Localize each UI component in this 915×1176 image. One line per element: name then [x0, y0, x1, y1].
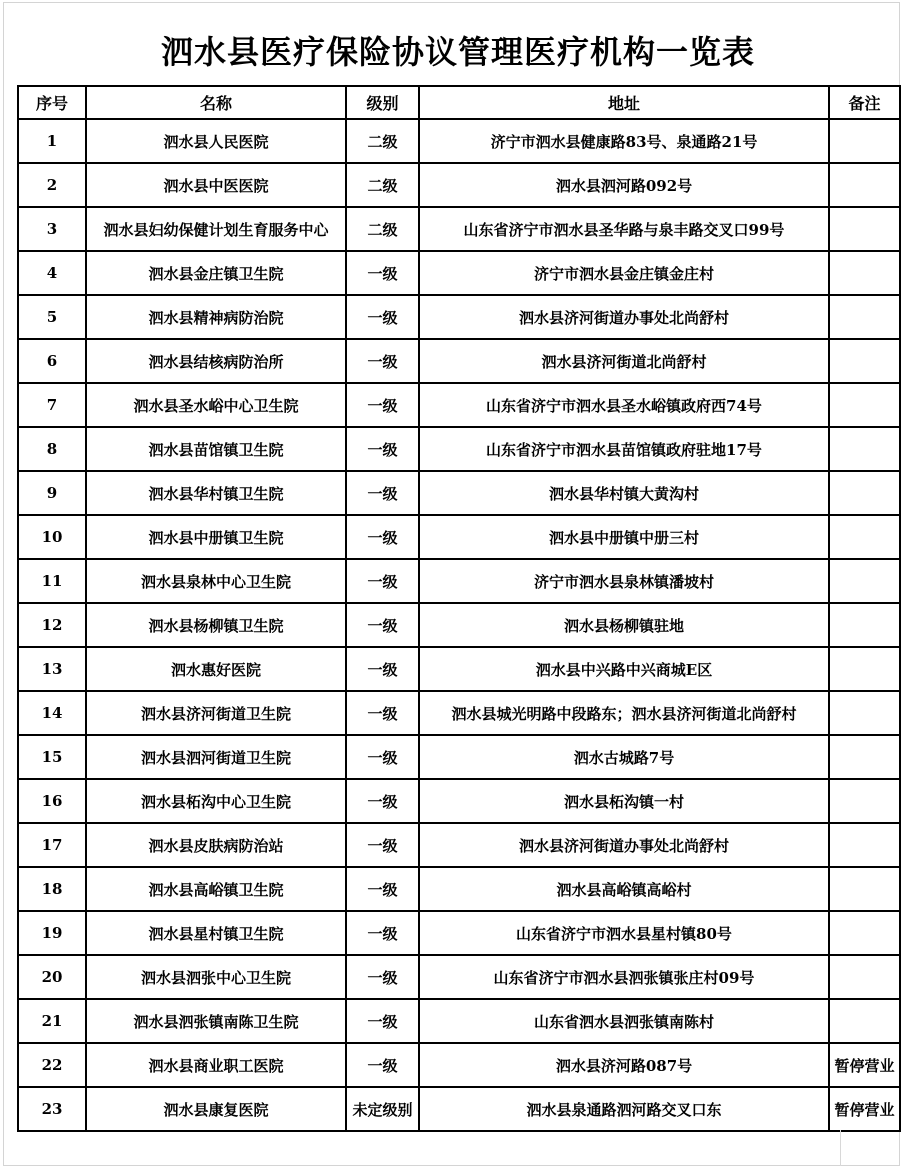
cell-note [829, 647, 900, 691]
cell-row-number: 4 [18, 251, 86, 295]
cell-address: 泗水县高峪镇高峪村 [419, 867, 829, 911]
table-row [18, 955, 900, 999]
table-row [18, 207, 900, 251]
table-row [18, 691, 900, 735]
cell-level: 未定级别 [346, 1087, 419, 1131]
cell-name: 泗水县康复医院 [86, 1087, 346, 1131]
cell-level: 二级 [346, 163, 419, 207]
cell-row-number: 15 [18, 735, 86, 779]
cell-row-number: 1 [18, 119, 86, 163]
cell-row-number: 23 [18, 1087, 86, 1131]
header-cell-address: 地址 [419, 86, 829, 119]
table-row [18, 383, 900, 427]
cell-name: 泗水县中医医院 [86, 163, 346, 207]
cell-name: 泗水县泉林中心卫生院 [86, 559, 346, 603]
table-row [18, 823, 900, 867]
cell-address: 山东省泗水县泗张镇南陈村 [419, 999, 829, 1043]
cell-name: 泗水县华村镇卫生院 [86, 471, 346, 515]
cell-row-number: 2 [18, 163, 86, 207]
page-title: 泗水县医疗保险协议管理医疗机构一览表 [160, 33, 755, 71]
table-row [18, 471, 900, 515]
cell-name: 泗水县结核病防治所 [86, 339, 346, 383]
table-row [18, 999, 900, 1043]
table-body [18, 119, 900, 1131]
cell-name: 泗水县泗张中心卫生院 [86, 955, 346, 999]
cell-name: 泗水县泗张镇南陈卫生院 [86, 999, 346, 1043]
cell-name: 泗水县圣水峪中心卫生院 [86, 383, 346, 427]
cell-name: 泗水县皮肤病防治站 [86, 823, 346, 867]
cell-level: 一级 [346, 647, 419, 691]
cell-note [829, 955, 900, 999]
cell-address: 泗水县中册镇中册三村 [419, 515, 829, 559]
cell-address: 泗水县济河街道办事处北尚舒村 [419, 823, 829, 867]
cell-address: 山东省济宁市泗水县苗馆镇政府驻地17号 [419, 427, 829, 471]
cell-note [829, 867, 900, 911]
cell-note [829, 911, 900, 955]
cell-row-number: 9 [18, 471, 86, 515]
cell-note [829, 427, 900, 471]
cell-address: 济宁市泗水县泉林镇潘坡村 [419, 559, 829, 603]
cell-row-number: 18 [18, 867, 86, 911]
cell-row-number: 12 [18, 603, 86, 647]
table-row [18, 163, 900, 207]
cell-address: 泗水县泉通路泗河路交叉口东 [419, 1087, 829, 1131]
cell-note [829, 163, 900, 207]
cell-address: 泗水县济河街道北尚舒村 [419, 339, 829, 383]
gridline-remnant [840, 1130, 841, 1166]
cell-address: 山东省济宁市泗水县圣水峪镇政府西74号 [419, 383, 829, 427]
cell-address: 泗水县华村镇大黄沟村 [419, 471, 829, 515]
cell-note [829, 515, 900, 559]
header-cell-name: 名称 [86, 86, 346, 119]
cell-row-number: 21 [18, 999, 86, 1043]
cell-level: 一级 [346, 867, 419, 911]
cell-note [829, 339, 900, 383]
institutions-table [17, 85, 901, 1132]
cell-row-number: 10 [18, 515, 86, 559]
cell-level: 一级 [346, 339, 419, 383]
cell-address: 山东省济宁市泗水县星村镇80号 [419, 911, 829, 955]
cell-address: 济宁市泗水县金庄镇金庄村 [419, 251, 829, 295]
cell-row-number: 3 [18, 207, 86, 251]
table-row [18, 295, 900, 339]
cell-address: 泗水县泗河路092号 [419, 163, 829, 207]
cell-row-number: 20 [18, 955, 86, 999]
cell-row-number: 6 [18, 339, 86, 383]
cell-note [829, 603, 900, 647]
table-row [18, 515, 900, 559]
cell-level: 一级 [346, 383, 419, 427]
cell-name: 泗水县泗河街道卫生院 [86, 735, 346, 779]
cell-row-number: 17 [18, 823, 86, 867]
cell-name: 泗水县杨柳镇卫生院 [86, 603, 346, 647]
cell-name: 泗水县金庄镇卫生院 [86, 251, 346, 295]
cell-level: 一级 [346, 779, 419, 823]
table-row [18, 603, 900, 647]
table-row [18, 911, 900, 955]
cell-level: 一级 [346, 559, 419, 603]
cell-level: 一级 [346, 1043, 419, 1087]
cell-row-number: 19 [18, 911, 86, 955]
cell-note [829, 295, 900, 339]
cell-name: 泗水县济河街道卫生院 [86, 691, 346, 735]
cell-level: 一级 [346, 955, 419, 999]
cell-address: 泗水县城光明路中段路东；泗水县济河街道北尚舒村 [419, 691, 829, 735]
cell-name: 泗水县柘沟中心卫生院 [86, 779, 346, 823]
cell-level: 一级 [346, 911, 419, 955]
cell-row-number: 11 [18, 559, 86, 603]
cell-level: 一级 [346, 999, 419, 1043]
cell-note [829, 383, 900, 427]
cell-note [829, 559, 900, 603]
cell-level: 一级 [346, 295, 419, 339]
table-row [18, 1087, 900, 1131]
cell-address: 泗水县杨柳镇驻地 [419, 603, 829, 647]
cell-row-number: 13 [18, 647, 86, 691]
table-row [18, 339, 900, 383]
table-row [18, 427, 900, 471]
table-row [18, 647, 900, 691]
table-row [18, 251, 900, 295]
cell-note [829, 691, 900, 735]
header-cell-level: 级别 [346, 86, 419, 119]
cell-name: 泗水县高峪镇卫生院 [86, 867, 346, 911]
cell-row-number: 16 [18, 779, 86, 823]
header-cell-no: 序号 [18, 86, 86, 119]
cell-address: 山东省济宁市泗水县圣华路与泉丰路交叉口99号 [419, 207, 829, 251]
cell-note [829, 251, 900, 295]
cell-address: 泗水县中兴路中兴商城E区 [419, 647, 829, 691]
cell-note [829, 999, 900, 1043]
cell-name: 泗水惠好医院 [86, 647, 346, 691]
cell-note [829, 119, 900, 163]
cell-name: 泗水县星村镇卫生院 [86, 911, 346, 955]
cell-level: 一级 [346, 471, 419, 515]
cell-row-number: 5 [18, 295, 86, 339]
cell-note [829, 207, 900, 251]
cell-name: 泗水县商业职工医院 [86, 1043, 346, 1087]
cell-level: 二级 [346, 207, 419, 251]
cell-address: 泗水古城路7号 [419, 735, 829, 779]
cell-level: 二级 [346, 119, 419, 163]
table-row [18, 735, 900, 779]
table-row [18, 867, 900, 911]
table-row [18, 1043, 900, 1087]
header-cell-note: 备注 [829, 86, 900, 119]
cell-name: 泗水县人民医院 [86, 119, 346, 163]
cell-address: 泗水县济河街道办事处北尚舒村 [419, 295, 829, 339]
cell-note [829, 735, 900, 779]
cell-name: 泗水县妇幼保健计划生育服务中心 [86, 207, 346, 251]
cell-level: 一级 [346, 603, 419, 647]
cell-level: 一级 [346, 735, 419, 779]
cell-address: 泗水县济河路087号 [419, 1043, 829, 1087]
cell-level: 一级 [346, 823, 419, 867]
cell-name: 泗水县精神病防治院 [86, 295, 346, 339]
cell-name: 泗水县苗馆镇卫生院 [86, 427, 346, 471]
cell-row-number: 22 [18, 1043, 86, 1087]
cell-row-number: 7 [18, 383, 86, 427]
cell-note: 暂停营业 [829, 1043, 900, 1087]
cell-note [829, 779, 900, 823]
cell-note [829, 471, 900, 515]
table-row [18, 559, 900, 603]
cell-level: 一级 [346, 691, 419, 735]
cell-row-number: 14 [18, 691, 86, 735]
cell-name: 泗水县中册镇卫生院 [86, 515, 346, 559]
cell-row-number: 8 [18, 427, 86, 471]
cell-address: 山东省济宁市泗水县泗张镇张庄村09号 [419, 955, 829, 999]
table-row [18, 779, 900, 823]
cell-note [829, 823, 900, 867]
cell-level: 一级 [346, 251, 419, 295]
cell-level: 一级 [346, 515, 419, 559]
cell-note: 暂停营业 [829, 1087, 900, 1131]
cell-address: 济宁市泗水县健康路83号、泉通路21号 [419, 119, 829, 163]
cell-address: 泗水县柘沟镇一村 [419, 779, 829, 823]
header-row [18, 86, 900, 119]
table-row [18, 119, 900, 163]
cell-level: 一级 [346, 427, 419, 471]
